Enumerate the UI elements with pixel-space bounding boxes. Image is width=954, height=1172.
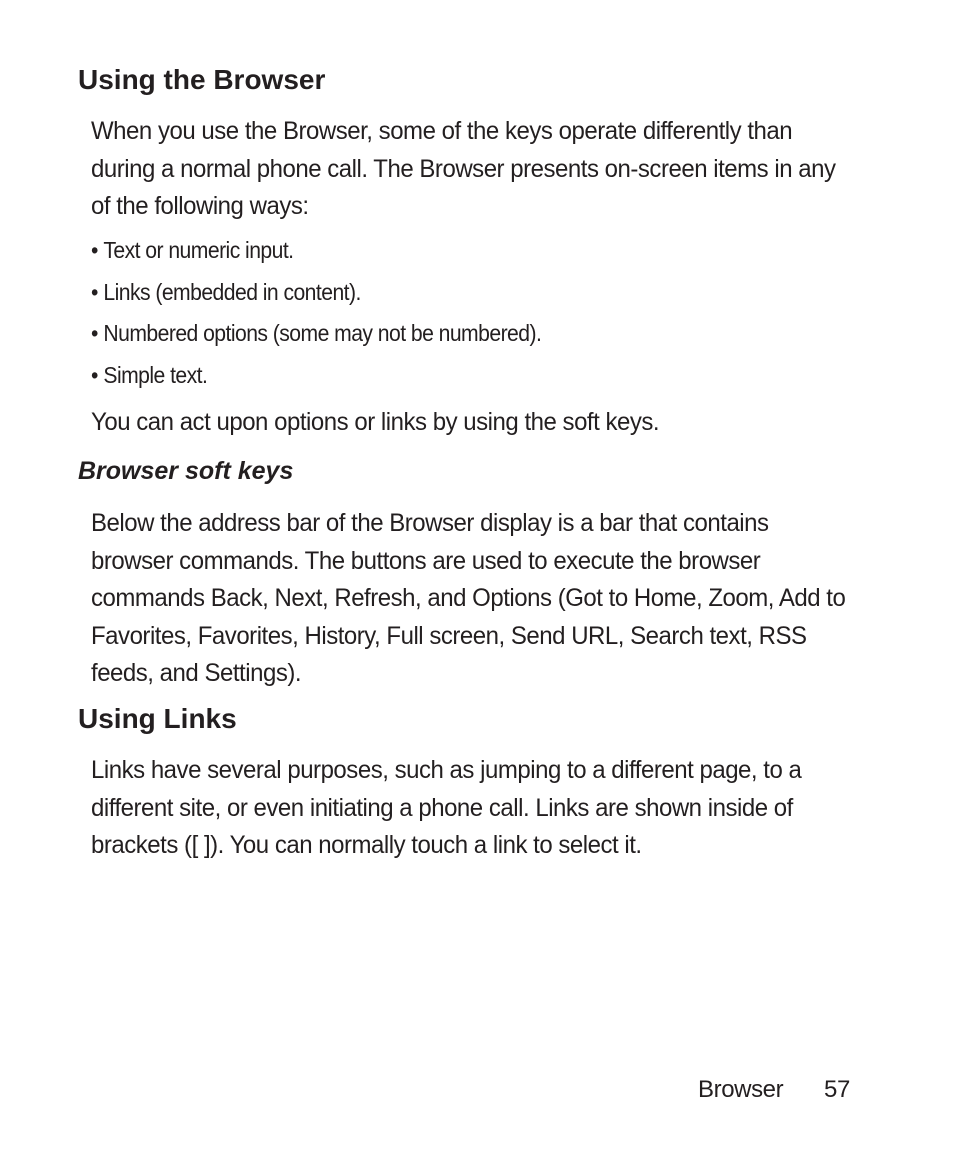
heading-using-links: Using Links (78, 703, 237, 734)
browser-intro-paragraph: When you use the Browser, some of the keys operate differently than during a normal phone call. The Browser presents on-screen items in any of the following ways: (91, 117, 836, 220)
soft-keys-paragraph: Below the address bar of the Browser display is a bar that contains browser commands. The buttons are used to execute the browser commands Back, Next, Refresh, and Options (Got to Home, Zoom, Add to Favorites, Favorites, History, Full screen, Send URL, Search text, RSS feeds, and Settings). (91, 509, 846, 687)
footer-section-name: Browser (698, 1076, 784, 1103)
bullet-icon: • (91, 320, 98, 346)
list-item (91, 272, 541, 314)
list-item-text: Links (embedded in content). (103, 278, 361, 305)
bullet-icon: • (91, 237, 98, 263)
list-item (91, 313, 541, 355)
list-item-text: Simple text. (103, 361, 208, 388)
browser-item-types-list (91, 230, 580, 396)
using-links-paragraph: Links have several purposes, such as jumping to a different page, to a different site, or even initiating a phone call. Links are shown inside of brackets ([ ]). You can normally touch a link to select it. (91, 756, 802, 859)
list-item-text: Text or numeric input. (103, 237, 294, 263)
browser-outro-paragraph: You can act upon options or links by using the soft keys. (91, 408, 660, 436)
list-item (91, 355, 541, 397)
bullet-icon: • (91, 361, 98, 388)
list-item-text: Numbered options (some may not be numbered). (103, 320, 542, 346)
heading-browser-soft-keys: Browser soft keys (78, 457, 294, 485)
list-item (91, 230, 541, 272)
page-number: 57 (824, 1076, 850, 1103)
bullet-icon: • (91, 278, 98, 305)
heading-using-the-browser: Using the Browser (78, 64, 326, 95)
